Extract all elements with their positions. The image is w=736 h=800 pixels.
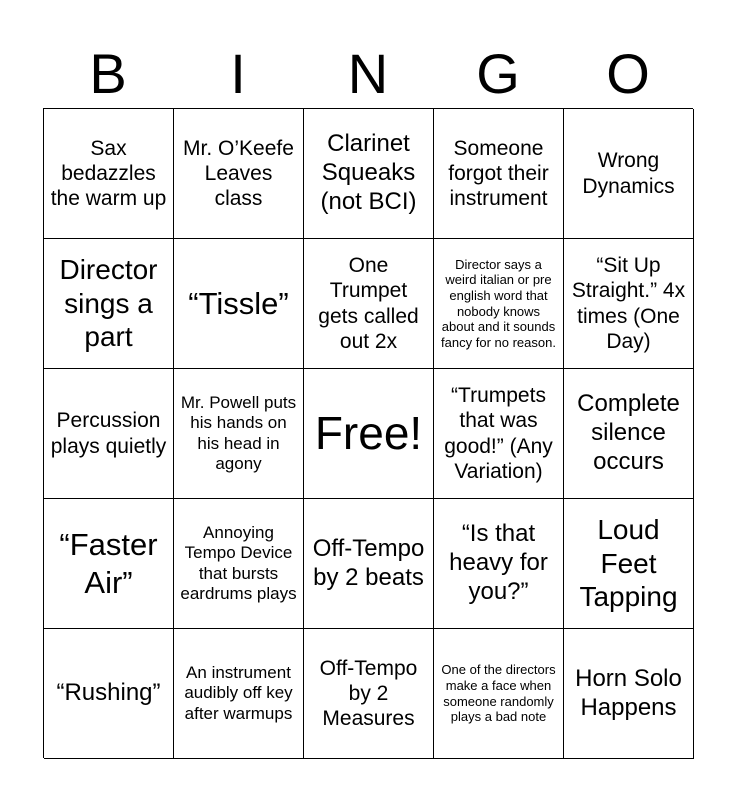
cell-text: Someone forgot their instrument [448,136,549,211]
cell-text: Loud Feet Tapping [579,514,678,613]
cell-text: Horn Solo Happens [575,664,682,721]
bingo-cell[interactable] [564,109,694,239]
cell-text: Off-Tempo by 2 Measures [319,656,418,731]
header-letter-n: N [347,42,389,105]
bingo-cell[interactable] [564,499,694,629]
bingo-cell[interactable] [174,369,304,499]
cell-text: One of the directors make a face when someone randomly plays a bad note [441,662,556,725]
bingo-cell[interactable] [434,109,564,239]
cell-text: Complete silence occurs [577,390,680,475]
bingo-cell[interactable] [44,499,174,629]
bingo-cell[interactable] [564,239,694,369]
cell-text: “Tissle” [188,285,289,321]
bingo-cell[interactable] [174,109,304,239]
bingo-cell[interactable] [44,239,174,369]
cell-text: Wrong Dynamics [582,149,675,198]
bingo-cell[interactable] [304,239,434,369]
bingo-cell[interactable] [44,109,174,239]
free-space-text: Free! [314,406,423,459]
bingo-cell-free[interactable] [304,369,434,499]
cell-text: An instrument audibly off key after warmups [184,662,293,723]
cell-text: “Is that heavy for you?” [449,520,548,605]
cell-text: Annoying Tempo Device that bursts eardrums plays [180,522,297,603]
cell-text: Percussion plays quietly [50,409,167,458]
bingo-cell[interactable] [44,369,174,499]
bingo-cell[interactable] [304,109,434,239]
cell-text: “Sit Up Straight.” 4x times (One Day) [571,254,686,353]
cell-text: “Rushing” [56,679,161,707]
header-letter-b: B [89,42,127,105]
cell-text: Director says a weird italian or pre english word that nobody knows about and it sounds fancy for no reason. [441,256,556,350]
cell-text: Mr. O’Keefe Leaves class [183,136,294,211]
cell-text: Sax bedazzles the warm up [50,136,167,211]
bingo-board [43,108,693,758]
header-letter-g: G [476,42,520,105]
header-letter-o: O [606,42,650,105]
cell-text: One Trumpet gets called out 2x [318,254,419,353]
bingo-header [43,40,693,108]
bingo-cell[interactable] [304,499,434,629]
cell-text: Off-Tempo by 2 beats [312,534,425,591]
bingo-cell[interactable] [304,629,434,759]
bingo-cell[interactable] [434,239,564,369]
bingo-cell[interactable] [434,629,564,759]
bingo-cell[interactable] [434,499,564,629]
bingo-cell[interactable] [44,629,174,759]
bingo-cell[interactable] [564,629,694,759]
cell-text: Director sings a part [59,254,158,353]
cell-text: “Faster Air” [59,527,158,600]
bingo-cell[interactable] [174,629,304,759]
cell-text: “Trumpets that was good!” (Any Variation) [444,384,553,483]
cell-text: Clarinet Squeaks (not BCI) [320,130,417,215]
bingo-cell[interactable] [174,499,304,629]
bingo-cell[interactable] [434,369,564,499]
bingo-cell[interactable] [564,369,694,499]
header-letter-i: I [230,42,246,105]
cell-text: Mr. Powell puts his hands on his head in agony [180,392,297,473]
bingo-cell[interactable] [174,239,304,369]
